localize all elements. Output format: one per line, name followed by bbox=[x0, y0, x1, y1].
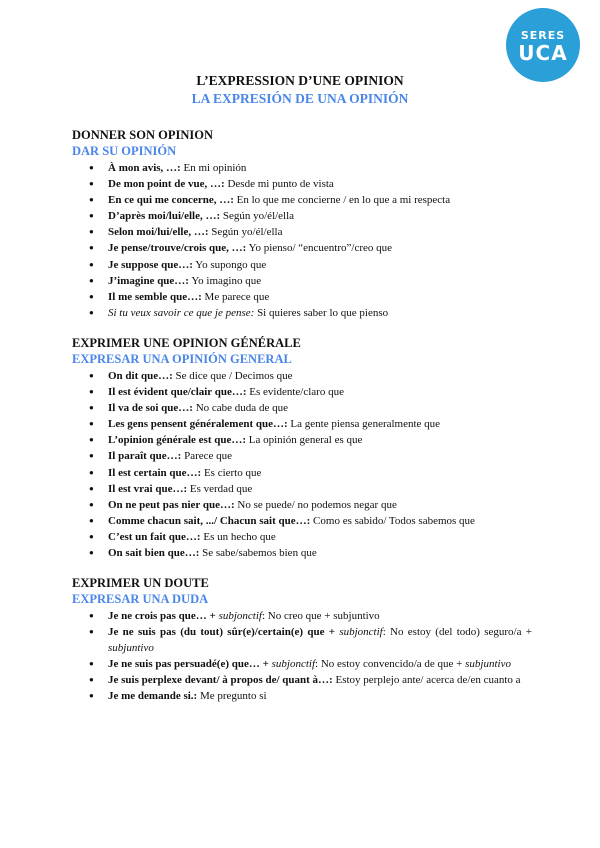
page-title-es: LA EXPRESIÓN DE UNA OPINIÓN bbox=[191, 91, 409, 106]
list-item: ● Il est vrai que…: Es verdad que bbox=[72, 481, 532, 497]
list-item: ● Je ne suis pas (du tout) sûr(e)/certain(e) que + subjonctif: No estoy (del todo) seguro/a + subjuntivo bbox=[72, 624, 532, 656]
list-item: ● Je ne crois pas que… + subjonctif: No creo que + subjuntivo bbox=[72, 608, 532, 624]
list-item: ● Je suis perplexe devant/ à propos de/ quant à…: Estoy perplejo ante/ acerca de/en cuanto a bbox=[72, 672, 532, 688]
doubt-list bbox=[72, 608, 532, 705]
list-item: ● C’est un fait que…: Es un hecho que bbox=[72, 529, 532, 545]
list-item: ● Je pense/trouve/crois que, …: Yo pienso/ “encuentro”/creo que bbox=[72, 240, 532, 256]
list-item: ● Il est certain que…: Es cierto que bbox=[72, 465, 532, 481]
list-item: ● J’imagine que…: Yo imagino que bbox=[72, 273, 532, 289]
section-heading-fr: DONNER SON OPINION bbox=[72, 128, 213, 142]
section-heading-fr: EXPRIMER UNE OPINION GÉNÉRALE bbox=[72, 336, 301, 350]
list-item: ● Selon moi/lui/elle, …: Según yo/él/ella bbox=[72, 224, 532, 240]
list-item: ● Je me demande si.: Me pregunto si bbox=[72, 688, 532, 704]
section-heading-es: EXPRESAR UNA DUDA bbox=[72, 592, 209, 606]
list-item: ● On ne peut pas nier que…: No se puede/ no podemos negar que bbox=[72, 497, 532, 513]
opinion-list bbox=[72, 160, 532, 321]
list-item: ● D’après moi/lui/elle, …: Según yo/él/ella bbox=[72, 208, 532, 224]
list-item: ● On dit que…: Se dice que / Decimos que bbox=[72, 368, 532, 384]
section-donner-son-opinion bbox=[72, 127, 532, 321]
list-item: ● En ce qui me concerne, …: En lo que me concierne / en lo que a mi respecta bbox=[72, 192, 532, 208]
list-item: ● De mon point de vue, …: Desde mi punto de vista bbox=[72, 176, 532, 192]
list-item: ● Je suppose que…: Yo supongo que bbox=[72, 257, 532, 273]
section-heading-fr: EXPRIMER UN DOUTE bbox=[72, 576, 209, 590]
list-item: ● Il paraît que…: Parece que bbox=[72, 448, 532, 464]
list-item: ● Les gens pensent généralement que…: La gente piensa generalmente que bbox=[72, 416, 532, 432]
section-exprimer-opinion-generale bbox=[72, 335, 532, 561]
list-item: ● Il est évident que/clair que…: Es evidente/claro que bbox=[72, 384, 532, 400]
page-title-fr: L’EXPRESSION D’UNE OPINION bbox=[196, 73, 404, 88]
section-heading-es: EXPRESAR UNA OPINIÓN GENERAL bbox=[72, 352, 292, 366]
list-item: ● Il me semble que…: Me parece que bbox=[72, 289, 532, 305]
general-opinion-list bbox=[72, 368, 532, 561]
list-item: ● Si tu veux savoir ce que je pense: Si quieres saber lo que pienso bbox=[72, 305, 532, 321]
list-item: ● Je ne suis pas persuadé(e) que… + subjonctif: No estoy convencido/a de que + subjuntivo bbox=[72, 656, 532, 672]
section-heading-es: DAR SU OPINIÓN bbox=[72, 144, 177, 158]
list-item: ● À mon avis, …: En mi opinión bbox=[72, 160, 532, 176]
list-item: ● L’opinion générale est que…: La opinión general es que bbox=[72, 432, 532, 448]
section-exprimer-un-doute bbox=[72, 575, 532, 705]
logo-line-2: UCA bbox=[518, 41, 568, 65]
list-item: ● Il va de soi que…: No cabe duda de que bbox=[72, 400, 532, 416]
logo-line-1: SERES bbox=[520, 29, 566, 42]
seres-uca-logo bbox=[506, 8, 580, 82]
list-item: ● On sait bien que…: Se sabe/sabemos bien que bbox=[72, 545, 532, 561]
list-item: ● Comme chacun sait, .../ Chacun sait que…: Como es sabido/ Todos sabemos que bbox=[72, 513, 532, 529]
